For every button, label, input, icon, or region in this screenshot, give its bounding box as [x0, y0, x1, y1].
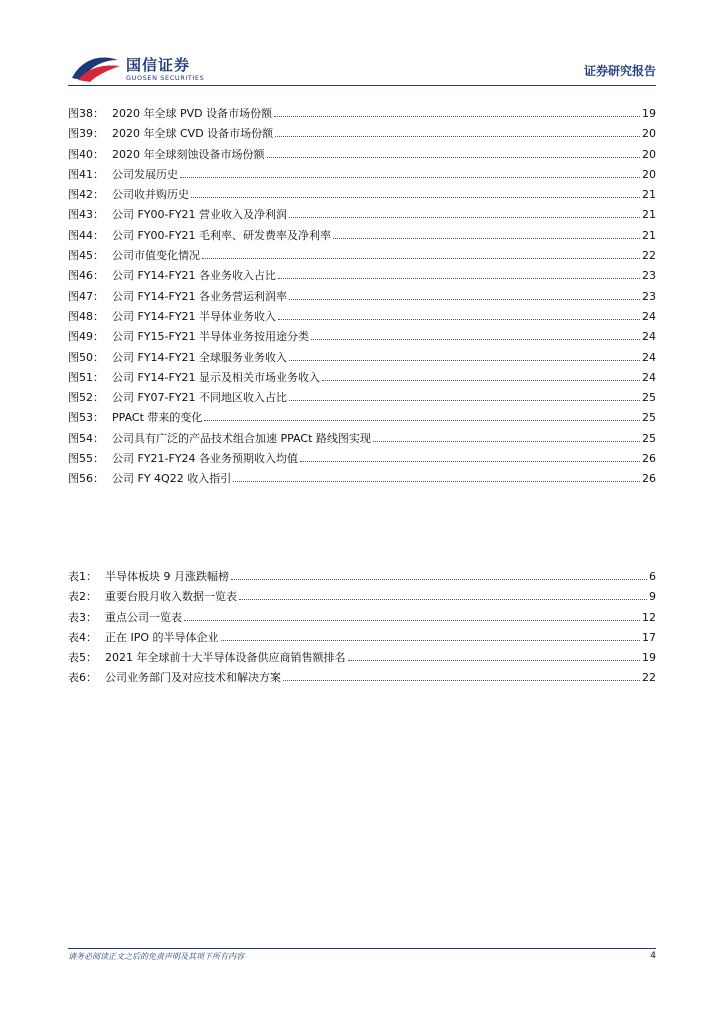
entry-number: 图42：	[68, 188, 104, 202]
entry-page[interactable]: 24	[642, 370, 656, 384]
entry-title[interactable]: 公司 FY14-FY21 全球服务业务收入	[112, 350, 288, 364]
entry-page[interactable]: 19	[642, 651, 656, 665]
entry-page[interactable]: 17	[642, 630, 656, 644]
dot-leader	[373, 429, 640, 442]
dot-leader	[239, 587, 647, 600]
entry-title[interactable]: 半导体板块 9 月涨跌幅榜	[105, 570, 229, 583]
dot-leader	[278, 266, 640, 279]
figure-index-entry[interactable]	[68, 266, 656, 286]
figure-index-entry[interactable]	[68, 287, 656, 307]
entry-number: 图41：	[68, 167, 104, 181]
entry-title[interactable]: 公司 FY07-FY21 不同地区收入占比	[112, 391, 288, 405]
dot-leader	[348, 648, 641, 661]
entry-number: 图53：	[68, 411, 104, 425]
header-divider	[68, 85, 656, 86]
entry-page[interactable]: 25	[642, 431, 656, 445]
dot-leader	[283, 668, 640, 681]
entry-number: 图51：	[68, 370, 104, 384]
entry-number: 图55：	[68, 452, 104, 466]
entry-title[interactable]: 公司收并购历史	[112, 188, 189, 202]
dot-leader	[333, 226, 640, 239]
entry-number: 图56：	[68, 472, 104, 486]
dot-leader	[267, 145, 641, 158]
entry-title[interactable]: PPACt 带来的变化	[112, 411, 203, 425]
table-index-entry[interactable]	[68, 648, 656, 668]
entry-page[interactable]: 22	[642, 249, 656, 263]
entry-number: 表5：	[68, 651, 97, 665]
entry-page[interactable]: 21	[642, 228, 656, 242]
table-index-entry[interactable]	[68, 567, 656, 587]
figure-index-entry[interactable]	[68, 429, 656, 449]
entry-number: 表6：	[68, 671, 97, 685]
entry-number: 图39：	[68, 127, 104, 141]
figure-index-entry[interactable]	[68, 145, 656, 165]
dot-leader	[184, 608, 640, 621]
entry-title[interactable]: 2021 年全球前十大半导体设备供应商销售额排名	[105, 651, 346, 665]
entry-number: 图40：	[68, 147, 104, 161]
entry-number: 表4：	[68, 630, 97, 644]
entry-title[interactable]: 2020 年全球刻蚀设备市场份额	[112, 147, 265, 161]
table-index-entry[interactable]	[68, 587, 656, 607]
entry-page[interactable]: 23	[642, 269, 656, 283]
entry-number: 图54：	[68, 431, 104, 445]
dot-leader	[311, 327, 640, 340]
figure-index-entry[interactable]	[68, 327, 656, 347]
entry-number: 表3：	[68, 610, 97, 624]
entry-title[interactable]: 公司 FY14-FY21 半导体业务收入	[112, 309, 277, 323]
entry-page[interactable]: 20	[642, 147, 656, 161]
entry-title[interactable]: 公司 FY14-FY21 显示及相关市场业务收入	[112, 370, 321, 384]
dot-leader	[289, 287, 640, 300]
footer-divider	[68, 948, 656, 949]
dot-leader	[275, 124, 640, 137]
entry-number: 图43：	[68, 208, 104, 222]
dot-leader	[202, 246, 640, 259]
page-number: 4	[650, 951, 656, 961]
entry-title[interactable]: 公司 FY 4Q22 收入指引	[112, 472, 232, 486]
entry-page[interactable]: 24	[642, 350, 656, 364]
entry-page[interactable]: 23	[642, 289, 656, 303]
entry-number: 图47：	[68, 289, 104, 303]
entry-number: 图45：	[68, 249, 104, 263]
dot-leader	[274, 104, 640, 117]
disclaimer-note: 请务必阅读正文之后的免责声明及其项下所有内容	[68, 952, 244, 961]
figure-index-entry[interactable]	[68, 124, 656, 144]
entry-page[interactable]: 20	[642, 167, 656, 181]
entry-page[interactable]: 24	[642, 309, 656, 323]
dot-leader	[322, 368, 640, 381]
dot-leader	[221, 628, 640, 641]
entry-title[interactable]: 正在 IPO 的半导体企业	[105, 630, 219, 644]
entry-number: 图50：	[68, 350, 104, 364]
figure-index-entry[interactable]	[68, 449, 656, 469]
figure-index-entry[interactable]	[68, 469, 656, 489]
figure-index-entry[interactable]	[68, 408, 656, 428]
figure-index-entry[interactable]	[68, 104, 656, 124]
entry-title[interactable]: 公司发展历史	[112, 167, 178, 181]
dot-leader	[191, 185, 640, 198]
entry-title[interactable]: 公司 FY14-FY21 各业务收入占比	[112, 269, 277, 283]
entry-page[interactable]: 22	[642, 671, 656, 685]
entry-number: 图44：	[68, 228, 104, 242]
entry-page[interactable]: 25	[642, 411, 656, 425]
dot-leader	[204, 408, 640, 421]
entry-page[interactable]: 20	[642, 127, 656, 141]
entry-number: 图52：	[68, 391, 104, 405]
dot-leader	[289, 348, 640, 361]
entry-title[interactable]: 重点公司一览表	[105, 610, 182, 624]
table-index-entry[interactable]	[68, 628, 656, 648]
table-index-entry[interactable]	[68, 608, 656, 628]
figure-index-entry[interactable]	[68, 246, 656, 266]
entry-title[interactable]: 公司 FY21-FY24 各业务预期收入均值	[112, 452, 299, 466]
entry-number: 图48：	[68, 309, 104, 323]
entry-title[interactable]: 重要台股月收入数据一览表	[105, 590, 237, 604]
guosen-logo	[68, 52, 218, 84]
logo-chinese-name: 国信证券	[126, 56, 191, 74]
entry-number: 图46：	[68, 269, 104, 283]
dot-leader	[289, 205, 640, 218]
entry-page[interactable]: 9	[649, 590, 656, 604]
figure-index-entry[interactable]	[68, 185, 656, 205]
entry-page[interactable]: 21	[642, 208, 656, 222]
entry-title[interactable]: 公司 FY00-FY21 毛利率、研发费率及净利率	[112, 228, 332, 242]
entry-number: 图38：	[68, 107, 104, 120]
figure-index-entry[interactable]	[68, 307, 656, 327]
entry-title[interactable]: 公司 FY14-FY21 各业务营运利润率	[112, 289, 288, 303]
entry-page[interactable]: 25	[642, 391, 656, 405]
entry-page[interactable]: 12	[642, 610, 656, 624]
figure-index-entry[interactable]	[68, 165, 656, 185]
entry-page[interactable]: 26	[642, 472, 656, 486]
figure-index-entry[interactable]	[68, 205, 656, 225]
entry-page[interactable]: 24	[642, 330, 656, 344]
entry-page[interactable]: 21	[642, 188, 656, 202]
entry-title[interactable]: 2020 年全球 PVD 设备市场份额	[112, 107, 273, 120]
guosen-logo-icon	[68, 52, 122, 84]
dot-leader	[233, 469, 640, 482]
dot-leader	[180, 165, 640, 178]
figure-index-entry[interactable]	[68, 226, 656, 246]
entry-number: 图49：	[68, 330, 104, 344]
dot-leader	[300, 449, 640, 462]
report-type-label: 证券研究报告	[583, 64, 656, 78]
page-header	[68, 48, 656, 88]
dot-leader	[231, 567, 647, 580]
figure-index-entry[interactable]	[68, 368, 656, 388]
logo-english-name: GUOSEN SECURITIES	[126, 74, 205, 82]
entry-title[interactable]: 公司具有广泛的产品技术组合加速 PPACt 路线图实现	[112, 431, 371, 445]
figure-index-entry[interactable]	[68, 348, 656, 368]
entry-title[interactable]: 2020 年全球 CVD 设备市场份额	[112, 127, 274, 141]
entry-page[interactable]: 26	[642, 452, 656, 466]
table-index-list	[68, 567, 656, 689]
entry-title[interactable]: 公司业务部门及对应技术和解决方案	[105, 671, 281, 685]
entry-number: 表2：	[68, 590, 97, 604]
entry-page[interactable]: 6	[649, 570, 656, 583]
figure-index-entry[interactable]	[68, 388, 656, 408]
dot-leader	[289, 388, 640, 401]
entry-number: 表1：	[68, 570, 97, 583]
table-index-entry[interactable]	[68, 668, 656, 688]
entry-page[interactable]: 19	[642, 107, 656, 120]
entry-title[interactable]: 公司 FY00-FY21 营业收入及净利润	[112, 208, 288, 222]
entry-title[interactable]: 公司市值变化情况	[112, 249, 200, 263]
dot-leader	[278, 307, 640, 320]
entry-title[interactable]: 公司 FY15-FY21 半导体业务按用途分类	[112, 330, 310, 344]
figure-index-list	[68, 104, 656, 490]
